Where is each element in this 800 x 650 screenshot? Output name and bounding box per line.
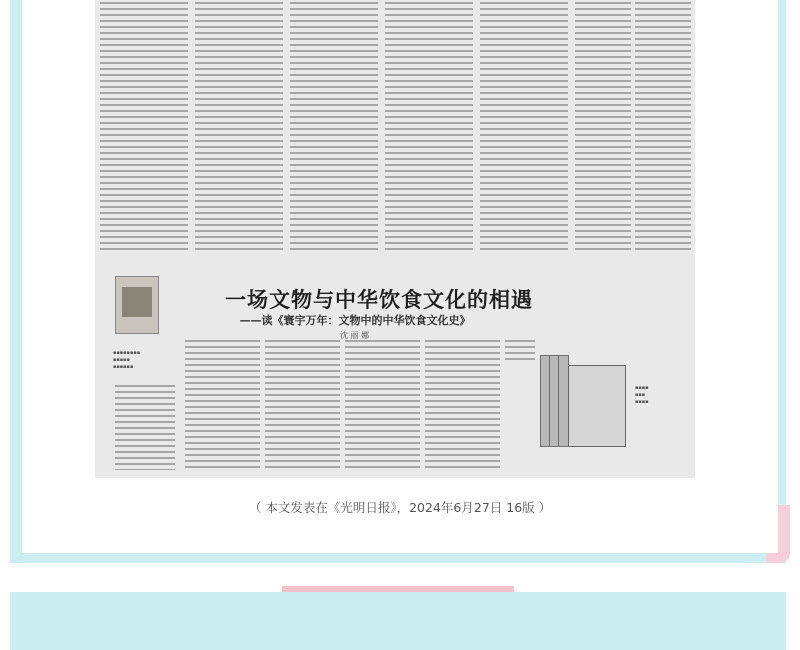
article-author: 沈 丽 娜 bbox=[340, 331, 370, 340]
next-section-panel bbox=[10, 592, 786, 650]
book-set-image bbox=[540, 355, 630, 455]
book-cover-image bbox=[115, 276, 159, 334]
book-cover-caption: ▪▪▪▪▪▪▪▪ ▪▪▪▪▪ ▪▪▪▪▪▪ bbox=[113, 350, 141, 370]
publication-caption: （ 本文发表在《光明日报》，2024年6月27日 16版 ） bbox=[248, 500, 552, 515]
book-set-caption: ▪▪▪▪ ▪▪▪ ▪▪▪▪ bbox=[635, 385, 649, 405]
newspaper-clipping-image bbox=[95, 0, 695, 478]
article-headline: 一场文物与中华饮食文化的相遇 bbox=[225, 287, 533, 312]
article-subheadline: ——读《寰宇万年：文物中的中华饮食文化史》 bbox=[239, 314, 471, 327]
